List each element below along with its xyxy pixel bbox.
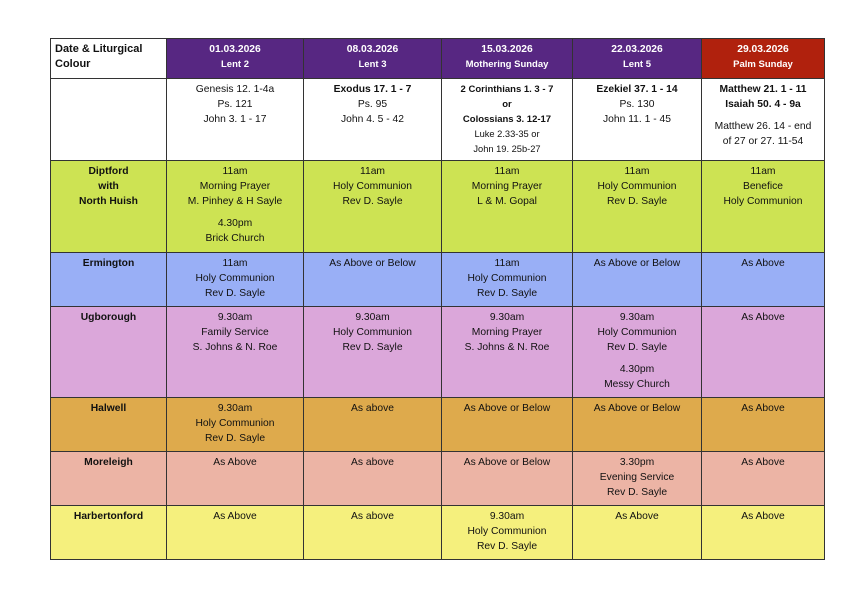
service-note: As above <box>351 457 394 468</box>
service-leader: Rev D. Sayle <box>204 433 266 444</box>
readings-week-1 <box>167 79 304 161</box>
readings-week-5 <box>702 79 825 161</box>
service-cell <box>702 506 825 560</box>
service-type: Morning Prayer <box>471 327 543 338</box>
service-leader: Rev D. Sayle <box>606 196 668 207</box>
service-cell <box>167 161 304 253</box>
parish-name-line: with <box>98 181 119 192</box>
service-cell <box>573 307 702 398</box>
readings-week-2 <box>304 79 442 161</box>
readings-label-cell <box>51 79 167 161</box>
service-time: 11am <box>494 166 520 177</box>
service-note: As Above or Below <box>593 403 681 414</box>
service-cell <box>442 253 573 307</box>
readings-row <box>51 79 825 161</box>
service-cell <box>167 253 304 307</box>
header-week-5 <box>702 39 825 79</box>
service-cell <box>442 161 573 253</box>
service-cell <box>304 506 442 560</box>
service-cell <box>573 398 702 452</box>
parish-name: Moreleigh <box>51 452 167 506</box>
service-time: 9.30am <box>355 312 390 323</box>
service-time: 11am <box>360 166 385 177</box>
service-time: 3.30pm <box>619 457 655 468</box>
reading-line: John 3. 1 - 17 <box>203 114 267 125</box>
service-type: Morning Prayer <box>199 181 271 192</box>
service-note: As Above or Below <box>329 258 416 269</box>
service-type: Family Service <box>201 327 269 338</box>
service-cell <box>167 307 304 398</box>
service-type: Holy Communion <box>333 327 412 338</box>
service-leader: Rev D. Sayle <box>606 487 668 498</box>
parish-row-ugborough <box>51 307 825 398</box>
service-cell <box>573 506 702 560</box>
reading-line: John 19. 25b-27 <box>473 144 541 154</box>
service-type: Holy Communion <box>195 418 275 429</box>
service-type: Holy Communion <box>195 273 275 284</box>
service-time: 9.30am <box>217 312 253 323</box>
reading-line: Ps. 121 <box>217 99 253 110</box>
service-type: Holy Communion <box>597 181 677 192</box>
service-time: 11am <box>494 258 520 269</box>
service-time: 9.30am <box>489 511 525 522</box>
service-time: 4.30pm <box>619 364 655 375</box>
reading-line: Isaiah 50. 4 - 9a <box>725 99 801 110</box>
service-leader: Rev D. Sayle <box>476 288 538 299</box>
parish-name-line: Diptford <box>88 166 129 177</box>
service-cell <box>702 253 825 307</box>
service-type: Holy Communion <box>333 181 412 192</box>
service-type: Holy Communion <box>467 273 547 284</box>
reading-line: of 27 or 27. 11-54 <box>722 136 804 147</box>
parish-name: Halwell <box>51 398 167 452</box>
service-time: 9.30am <box>217 403 253 414</box>
service-note: As Above <box>741 312 785 323</box>
service-rota-table <box>50 38 825 560</box>
service-note: As Above <box>741 258 785 269</box>
parish-name: Ugborough <box>51 307 167 398</box>
reading-line: Ezekiel 37. 1 - 14 <box>596 84 678 95</box>
service-type: Morning Prayer <box>471 181 543 192</box>
reading-line: or <box>502 99 512 110</box>
parish-name-line: North Huish <box>79 196 138 207</box>
parish-name: Ermington <box>51 253 167 307</box>
service-type: Holy Communion <box>467 526 547 537</box>
service-note: As Above <box>741 457 785 468</box>
service-note: As Above <box>741 511 785 522</box>
header-row <box>51 39 825 79</box>
service-cell <box>167 506 304 560</box>
service-time: 11am <box>624 166 650 177</box>
reading-line: Exodus 17. 1 - 7 <box>333 84 412 95</box>
week-date: 22.03.2026 <box>611 44 663 55</box>
service-leader: Rev D. Sayle <box>342 196 403 207</box>
parish-name: Harbertonford <box>51 506 167 560</box>
service-cell <box>573 161 702 253</box>
service-cell <box>304 161 442 253</box>
week-name: Mothering Sunday <box>465 59 549 70</box>
parish-row-ermington <box>51 253 825 307</box>
service-leader: L & M. Gopal <box>477 196 537 207</box>
service-cell <box>167 398 304 452</box>
service-note: As Above <box>213 457 257 468</box>
service-type: Messy Church <box>604 379 670 390</box>
service-leader: S. Johns & N. Roe <box>192 342 278 353</box>
parish-name <box>51 161 167 253</box>
week-name: Palm Sunday <box>733 59 793 70</box>
service-type: Holy Communion <box>597 327 677 338</box>
reading-line: 2 Corinthians 1. 3 - 7 <box>460 84 554 95</box>
header-week-1 <box>167 39 304 79</box>
readings-week-3 <box>442 79 573 161</box>
reading-line: Luke 2.33-35 or <box>474 129 540 139</box>
service-note: As Above or Below <box>593 258 681 269</box>
week-date: 29.03.2026 <box>737 44 789 55</box>
header-week-2 <box>304 39 442 79</box>
week-date: 15.03.2026 <box>481 44 533 55</box>
service-note: As Above or Below <box>463 403 551 414</box>
service-cell <box>702 307 825 398</box>
service-cell <box>702 398 825 452</box>
service-cell <box>442 452 573 506</box>
reading-line: Genesis 12. 1-4a <box>195 84 275 95</box>
service-time: 4.30pm <box>217 218 253 229</box>
service-leader: Rev D. Sayle <box>606 342 668 353</box>
service-type: Evening Service <box>599 472 675 483</box>
week-date: 01.03.2026 <box>209 44 261 55</box>
service-cell <box>702 161 825 253</box>
service-time: 9.30am <box>619 312 655 323</box>
service-cell <box>442 398 573 452</box>
parish-row-diptford <box>51 161 825 253</box>
service-note: As Above <box>615 511 659 522</box>
service-time: 11am <box>222 166 248 177</box>
reading-line: Matthew 21. 1 - 11 <box>719 84 807 95</box>
service-cell <box>573 253 702 307</box>
readings-week-4 <box>573 79 702 161</box>
reading-line: Matthew 26. 14 - end <box>714 121 812 132</box>
reading-line: Ps. 95 <box>357 99 388 110</box>
week-name: Lent 3 <box>358 59 387 70</box>
service-cell <box>442 307 573 398</box>
service-leader: S. Johns & N. Roe <box>464 342 550 353</box>
reading-line: John 4. 5 - 42 <box>341 114 404 125</box>
service-cell <box>304 452 442 506</box>
service-cell <box>702 452 825 506</box>
week-date: 08.03.2026 <box>346 44 399 55</box>
service-time: 11am <box>750 166 776 177</box>
service-cell <box>442 506 573 560</box>
service-leader: Rev D. Sayle <box>476 541 538 552</box>
week-name: Lent 2 <box>221 59 249 70</box>
service-cell <box>573 452 702 506</box>
date-colour-header: Date & Liturgical Colour <box>51 39 167 79</box>
parish-row-halwell <box>51 398 825 452</box>
service-leader: M. Pinhey & H Sayle <box>187 196 283 207</box>
service-note: As Above <box>213 511 257 522</box>
service-note: As above <box>351 403 394 414</box>
parish-row-harbertonford <box>51 506 825 560</box>
reading-line: Colossians 3. 12-17 <box>462 114 552 125</box>
service-type: Brick Church <box>205 233 265 244</box>
service-cell <box>304 253 442 307</box>
header-week-3 <box>442 39 573 79</box>
service-note: As Above <box>741 403 785 414</box>
reading-line: John 11. 1 - 45 <box>603 114 671 125</box>
service-note: As Above or Below <box>463 457 551 468</box>
service-leader: Rev D. Sayle <box>204 288 266 299</box>
service-cell <box>304 398 442 452</box>
service-cell <box>304 307 442 398</box>
service-type: Holy Communion <box>723 196 803 207</box>
service-type: Benefice <box>742 181 784 192</box>
header-week-4 <box>573 39 702 79</box>
week-name: Lent 5 <box>623 59 651 70</box>
service-note: As above <box>351 511 394 522</box>
service-time: 9.30am <box>489 312 525 323</box>
service-time: 11am <box>222 258 248 269</box>
parish-row-moreleigh <box>51 452 825 506</box>
service-cell <box>167 452 304 506</box>
reading-line: Ps. 130 <box>619 99 655 110</box>
service-leader: Rev D. Sayle <box>342 342 403 353</box>
